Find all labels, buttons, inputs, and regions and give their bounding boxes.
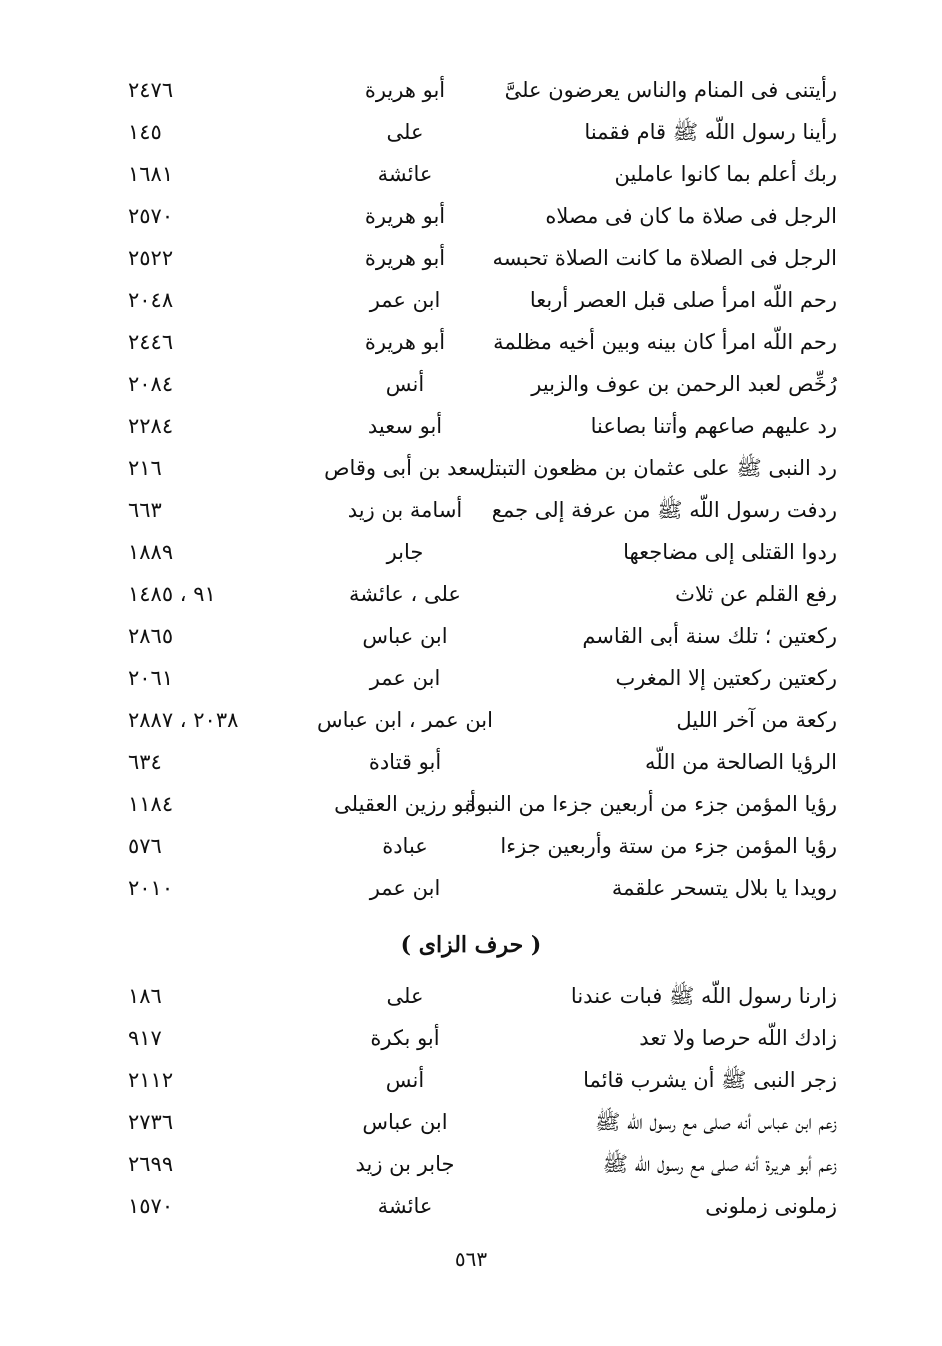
hadith-number: ٦٣٤ xyxy=(128,750,162,774)
hadith-number: ٢٨٦٥ xyxy=(128,624,174,648)
hadith-number: ١٦٨١ xyxy=(128,162,174,186)
hadith-number: ٢٠٤٨ xyxy=(128,288,174,312)
narrator-name: سعد بن أبى وقاص xyxy=(324,456,486,480)
hadith-opening-text: رأينا رسول اللّه ﷺ قام فقمنا xyxy=(584,120,837,144)
index-row xyxy=(0,111,942,153)
index-row xyxy=(0,237,942,279)
narrator-name: أبو بكرة xyxy=(370,1026,440,1050)
narrator-name: أبو هريرة xyxy=(364,330,446,354)
hadith-number: ٢٠٨٤ xyxy=(128,372,174,396)
hadith-number: ٢٧٣٦ xyxy=(128,1110,174,1134)
section-title: ( حرف الزاى ) xyxy=(400,932,542,958)
narrator-name: أنس xyxy=(385,1068,425,1092)
hadith-opening-text: ركعتين ركعتين إلا المغرب xyxy=(615,666,837,690)
hadith-number: ١٥٧٠ xyxy=(128,1194,174,1218)
index-row xyxy=(0,321,942,363)
hadith-opening-text: زارنا رسول اللّه ﷺ فبات عندنا xyxy=(570,984,837,1008)
hadith-opening-text: ربك أعلم بما كانوا عاملين xyxy=(614,162,837,186)
narrator-name: ابن عمر xyxy=(369,666,441,690)
hadith-opening-text: ردوا القتلى إلى مضاجعها xyxy=(623,540,837,564)
narrator-name: عبادة xyxy=(382,834,428,858)
index-row xyxy=(0,573,942,615)
hadith-opening-text: زعم ابن عباس أنه صلى مع رسول اللّه ﷺ xyxy=(594,1110,837,1134)
index-row xyxy=(0,153,942,195)
index-row xyxy=(0,741,942,783)
index-row xyxy=(0,867,942,909)
hadith-number: ٢٤٧٦ xyxy=(128,78,174,102)
narrator-name: أسامة بن زيد xyxy=(347,498,463,522)
narrator-name: عائشة xyxy=(377,162,433,186)
hadith-opening-text: الرجل فى الصلاة ما كانت الصلاة تحبسه xyxy=(492,246,837,270)
narrator-name: أبو هريرة xyxy=(364,246,446,270)
hadith-opening-text: رفع القلم عن ثلاث xyxy=(675,582,837,606)
hadith-number: ٢٤٤٦ xyxy=(128,330,174,354)
hadith-number: ٢٥٢٢ xyxy=(128,246,174,270)
hadith-number: ٢٦٩٩ xyxy=(128,1152,174,1176)
narrator-name: على xyxy=(386,984,424,1008)
hadith-number: ٦٦٣ xyxy=(128,498,162,522)
hadith-opening-text: ردفت رسول اللّه ﷺ من عرفة إلى جمع xyxy=(491,498,837,522)
page-number: ٥٦٣ xyxy=(454,1247,488,1271)
hadith-opening-text: رأيتنى فى المنام والناس يعرضون علىَّ xyxy=(504,78,837,102)
index-row xyxy=(0,69,942,111)
hadith-number: ٢٠٦١ xyxy=(128,666,174,690)
narrator-name: على ، عائشة xyxy=(349,582,461,606)
hadith-opening-text: رد النبى ﷺ على عثمان بن مظعون التبتل xyxy=(479,456,837,480)
narrator-name: ابن عباس xyxy=(362,624,448,648)
index-row xyxy=(0,783,942,825)
index-row xyxy=(0,447,942,489)
index-row xyxy=(0,531,942,573)
index-row xyxy=(0,615,942,657)
index-row xyxy=(0,279,942,321)
hadith-opening-text: زجر النبى ﷺ أن يشرب قائما xyxy=(583,1068,837,1092)
hadith-opening-text: رد عليهم صاعهم وأتنا بصاعنا xyxy=(590,414,837,438)
hadith-opening-text: الرجل فى صلاة ما كان فى مصلاه xyxy=(545,204,837,228)
index-row xyxy=(0,405,942,447)
hadith-opening-text: رحم اللّه امرأ كان بينه وبين أخيه مظلمة xyxy=(493,330,837,354)
hadith-number: ٥٧٦ xyxy=(128,834,162,858)
narrator-name: ابن عمر xyxy=(369,288,441,312)
hadith-opening-text: رحم اللّه امرأ صلى قبل العصر أربعا xyxy=(529,288,837,312)
narrator-name: أبو سعيد xyxy=(367,414,443,438)
hadith-number: ٢٥٧٠ xyxy=(128,204,174,228)
hadith-opening-text: ركعة من آخر الليل xyxy=(676,708,837,732)
hadith-opening-text: ركعتين ؛ تلك سنة أبى القاسم xyxy=(582,624,837,648)
narrator-name: أبو قتادة xyxy=(368,750,442,774)
hadith-number: ٢٠١٠ xyxy=(128,876,174,900)
hadith-number: ٩١ ، ١٤٨٥ xyxy=(128,582,216,606)
index-row xyxy=(0,363,942,405)
hadith-opening-text: رؤيا المؤمن جزء من ستة وأربعين جزءا xyxy=(500,834,837,858)
narrator-name: على xyxy=(386,120,424,144)
narrator-name: أنس xyxy=(385,372,425,396)
hadith-number: ٢١٦ xyxy=(128,456,162,480)
hadith-opening-text: رويدا يا بلال يتسحر علقمة xyxy=(611,876,837,900)
hadith-opening-text: زعم أبو هريرة أنه صلى مع رسول اللّه ﷺ xyxy=(602,1152,837,1176)
index-row xyxy=(0,825,942,867)
hadith-opening-text: الرؤيا الصالحة من اللّه xyxy=(645,750,837,774)
hadith-number: ٢٢٨٤ xyxy=(128,414,174,438)
hadith-number: ١٨٦ xyxy=(128,984,162,1008)
hadith-number: ٩١٧ xyxy=(128,1026,162,1050)
index-row xyxy=(0,1017,942,1059)
narrator-name: ابن عمر xyxy=(369,876,441,900)
hadith-number: ١٤٥ xyxy=(128,120,162,144)
hadith-opening-text: رؤيا المؤمن جزء من أربعين جزءا من النبوة xyxy=(465,792,837,816)
index-row xyxy=(0,1185,942,1227)
index-row xyxy=(0,699,942,741)
hadith-opening-text: رُخِّص لعبد الرحمن بن عوف والزبير xyxy=(531,372,837,396)
index-row xyxy=(0,1059,942,1101)
hadith-opening-text: زادك اللّه حرصا ولا تعد xyxy=(639,1026,837,1050)
narrator-name: أبو هريرة xyxy=(364,204,446,228)
narrator-name: ابن عباس xyxy=(362,1110,448,1134)
hadith-opening-text: زملونى زملونى xyxy=(705,1194,837,1218)
narrator-name: جابر بن زيد xyxy=(355,1152,455,1176)
hadith-number: ٢٠٣٨ ، ٢٨٨٧ xyxy=(128,708,239,732)
index-row xyxy=(0,489,942,531)
index-row xyxy=(0,1143,942,1185)
narrator-name: أبو هريرة xyxy=(364,78,446,102)
hadith-number: ١٨٨٩ xyxy=(128,540,174,564)
index-row xyxy=(0,195,942,237)
narrator-name: عائشة xyxy=(377,1194,433,1218)
hadith-number: ٢١١٢ xyxy=(128,1068,174,1092)
narrator-name: ابن عمر ، ابن عباس xyxy=(317,708,493,732)
narrator-name: أبو رزين العقيلى xyxy=(334,792,476,816)
index-row xyxy=(0,1101,942,1143)
index-row xyxy=(0,975,942,1017)
hadith-number: ١١٨٤ xyxy=(128,792,174,816)
narrator-name: جابر xyxy=(386,540,424,564)
index-row xyxy=(0,657,942,699)
